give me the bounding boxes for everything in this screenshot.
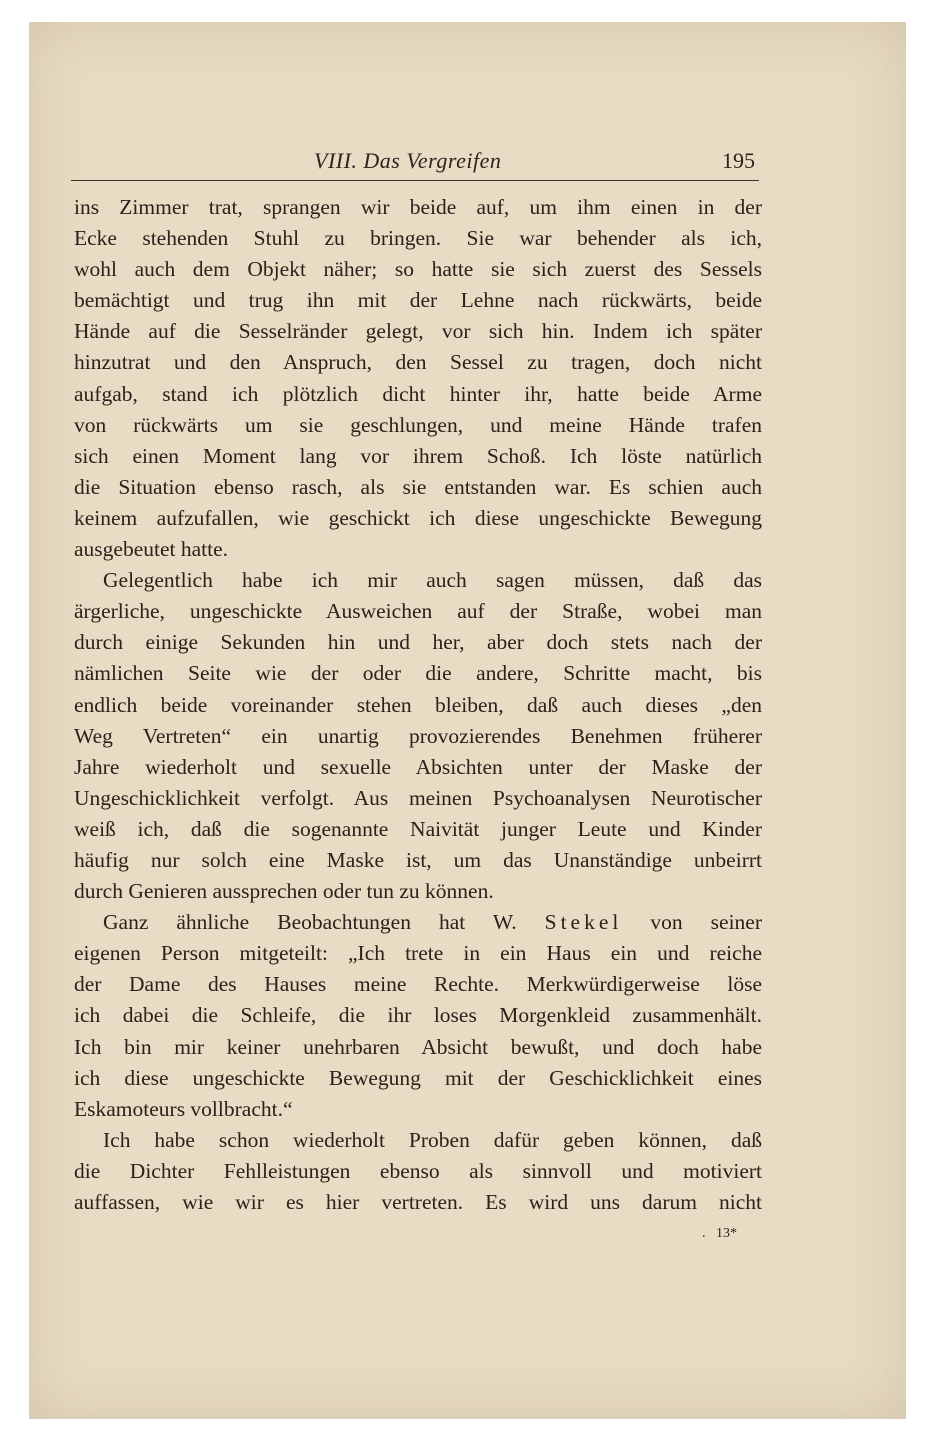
text-line: ich dabei die Schleife, die ihr loses Morgenkleid zusammenhält. [74,1003,762,1028]
text-line: wohl auch dem Objekt näher; so hatte sie sich zuerst des Sessels [74,257,762,282]
text-line: ärgerliche, ungeschickte Ausweichen auf der Straße, wobei man [74,599,762,624]
text-line: Hände auf die Sesselränder gelegt, vor sich hin. Indem ich später [74,319,762,344]
text-line: ausgebeutet hatte. [74,537,229,562]
text-line: Jahre wiederholt und sexuelle Absichten unter der Maske der [74,754,762,779]
running-head [71,144,759,181]
paragraph-2 [74,565,762,907]
text-line: durch einige Sekunden hin und her, aber doch stets nach der [74,630,762,655]
author-name-spaced: Stekel [544,910,623,935]
text-line: Weg Vertreten“ ein unartig provozierendes Benehmen früherer [74,723,762,748]
body-text [74,192,762,1218]
text-line: hinzutrat und den Anspruch, den Sessel zu tragen, doch nicht [74,350,762,375]
text-line: die Situation ebenso rasch, als sie entstanden war. Es schien auch [74,474,762,499]
text-line: endlich beide voreinander stehen bleiben, daß auch dieses „den [74,692,762,717]
paragraph-3 [74,907,762,1125]
signature-mark: . 13* [702,1226,737,1241]
paragraph-4 [74,1125,762,1218]
text-line: Eskamoteurs vollbracht.“ [74,1096,293,1121]
text-line: durch Genieren aussprechen oder tun zu können. [74,879,494,904]
page-number: 195 [722,148,755,173]
text-line: nämlichen Seite wie der oder die andere, Schritte macht, bis [74,661,762,686]
chapter-title: VIII. Das Vergreifen [314,148,502,173]
text-line: keinem aufzufallen, wie geschickt ich diese ungeschickte Bewegung [74,505,762,530]
text-line: Ich habe schon wiederholt Proben dafür geben können, daß [103,1127,762,1152]
text-line: von rückwärts um sie geschlungen, und meine Hände trafen [74,412,762,437]
text-line: Ecke stehenden Stuhl zu bringen. Sie war behender als ich, [74,226,762,251]
text-line: ich diese ungeschickte Bewegung mit der Geschicklichkeit eines [74,1065,762,1090]
text-line: eigenen Person mitgeteilt: „Ich trete in ein Haus ein und reiche [74,941,762,966]
text-line: die Dichter Fehlleistungen ebenso als sinnvoll und motiviert [74,1158,762,1183]
text-line: Ich bin mir keiner unehrbaren Absicht bewußt, und doch habe [74,1034,762,1059]
text-line: der Dame des Hauses meine Rechte. Merkwürdigerweise löse [74,972,762,997]
paragraph-1 [74,192,762,565]
text-line: häufig nur solch eine Maske ist, um das Unanständige unbeirrt [74,847,762,872]
text-line: Ungeschicklichkeit verfolgt. Aus meinen Psychoanalysen Neurotischer [74,785,762,810]
text-fragment: von seiner [650,910,763,935]
signature-number: 13* [716,1226,737,1241]
text-line: bemächtigt und trug ihn mit der Lehne nach rückwärts, beide [74,288,762,313]
text-line: sich einen Moment lang vor ihrem Schoß. Ich löste natürlich [74,443,762,468]
text-line: Gelegentlich habe ich mir auch sagen müssen, daß das [103,568,762,593]
text-fragment: Ganz ähnliche Beobachtungen hat W. [103,910,517,935]
text-line [74,907,762,938]
text-line: auffassen, wie wir es hier vertreten. Es wird uns darum nicht [74,1190,762,1214]
text-line: weiß ich, daß die sogenannte Naivität junger Leute und Kinder [74,816,762,841]
text-line: aufgab, stand ich plötzlich dicht hinter ihr, hatte beide Arme [74,381,762,406]
text-line: ins Zimmer trat, sprangen wir beide auf, um ihm einen in der [74,195,762,219]
